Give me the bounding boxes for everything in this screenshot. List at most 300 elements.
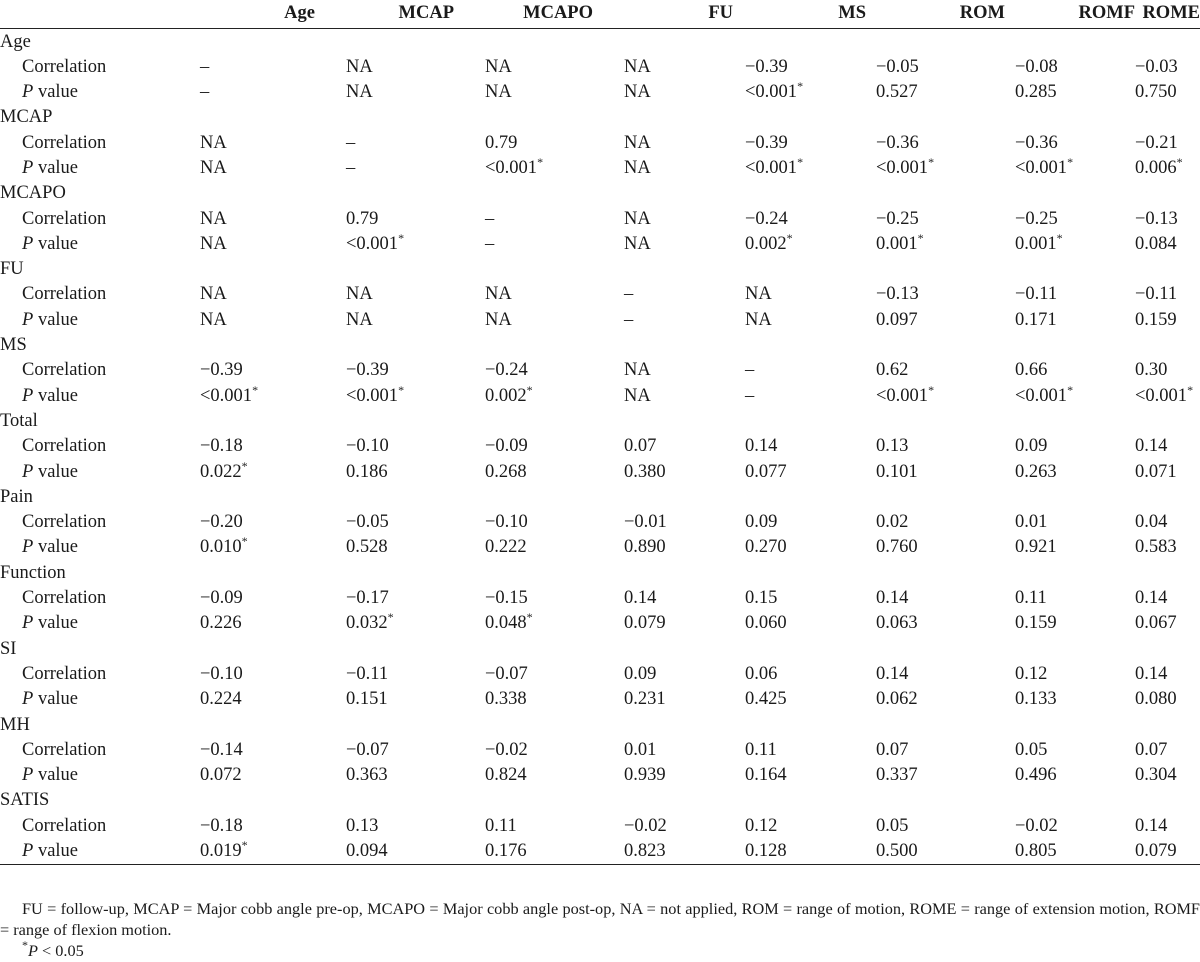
table-cell bbox=[168, 55, 315, 80]
cell-value: 0.338 bbox=[485, 689, 527, 710]
cell-value: 0.006* bbox=[1135, 154, 1183, 178]
table-cell bbox=[733, 308, 866, 333]
row-label-correlation: Correlation bbox=[22, 588, 107, 609]
significance-threshold: < 0.05 bbox=[37, 941, 84, 960]
table-cell bbox=[1135, 80, 1200, 105]
p-label-rest: value bbox=[33, 461, 78, 482]
cell-value: −0.07 bbox=[346, 739, 389, 760]
table-cell bbox=[1005, 662, 1135, 687]
cell-value: 0.527 bbox=[876, 82, 918, 103]
significance-mark: * bbox=[22, 938, 28, 952]
cell-value: NA bbox=[485, 82, 512, 103]
table-cell bbox=[593, 131, 733, 156]
cell-value: 0.079 bbox=[624, 613, 666, 634]
table-cell bbox=[168, 586, 315, 611]
cell-value: 0.094 bbox=[346, 841, 388, 861]
table-cell bbox=[1005, 308, 1135, 333]
row-label-correlation: Correlation bbox=[22, 663, 107, 684]
table-cell bbox=[315, 510, 454, 535]
table-cell bbox=[168, 814, 315, 839]
cell-value: – bbox=[624, 284, 634, 305]
table-cell bbox=[315, 434, 454, 459]
table-cell bbox=[168, 687, 315, 712]
table-row bbox=[0, 282, 1200, 307]
table-cell bbox=[1135, 434, 1200, 459]
table-cell bbox=[1135, 232, 1200, 257]
table-cell bbox=[1005, 207, 1135, 232]
table-row bbox=[0, 434, 1200, 459]
table-cell bbox=[1005, 232, 1135, 257]
cell-value: 0.07 bbox=[1135, 739, 1168, 760]
cell-value: 0.528 bbox=[346, 537, 388, 558]
cell-value: 0.010* bbox=[200, 534, 248, 558]
table-cell bbox=[168, 207, 315, 232]
header-row bbox=[0, 0, 1200, 28]
table-cell bbox=[1005, 586, 1135, 611]
cell-value: – bbox=[745, 385, 755, 406]
cell-value: 0.66 bbox=[1015, 360, 1048, 381]
table-cell bbox=[593, 586, 733, 611]
table-cell bbox=[733, 611, 866, 636]
table-cell bbox=[1005, 156, 1135, 181]
cell-value: 0.06 bbox=[745, 663, 778, 684]
cell-value: – bbox=[624, 309, 634, 330]
cell-value: <0.001* bbox=[876, 382, 935, 406]
table-cell bbox=[593, 611, 733, 636]
p-italic: P bbox=[22, 765, 34, 786]
table-cell bbox=[733, 207, 866, 232]
table-row bbox=[0, 55, 1200, 80]
p-italic: P bbox=[22, 537, 34, 558]
table-cell bbox=[168, 384, 315, 409]
table-cell bbox=[866, 738, 1005, 763]
table-cell bbox=[866, 358, 1005, 383]
cell-value: 0.14 bbox=[876, 663, 909, 684]
cell-value: −0.11 bbox=[1015, 284, 1058, 305]
cell-value: 0.425 bbox=[745, 689, 787, 710]
cell-value: 0.067 bbox=[1135, 613, 1177, 634]
table-cell bbox=[168, 131, 315, 156]
cell-value: −0.14 bbox=[200, 739, 243, 760]
table-cell bbox=[168, 308, 315, 333]
cell-value: 0.151 bbox=[346, 689, 388, 710]
cell-value: 0.062 bbox=[876, 689, 918, 710]
cell-value: NA bbox=[624, 233, 651, 254]
cell-value: – bbox=[485, 233, 495, 254]
cell-value: 0.14 bbox=[1135, 663, 1168, 684]
cell-value: −0.25 bbox=[876, 208, 919, 229]
cell-value: 0.14 bbox=[1135, 588, 1168, 609]
table-cell bbox=[593, 156, 733, 181]
cell-value: 0.14 bbox=[876, 588, 909, 609]
table-row bbox=[0, 232, 1200, 257]
table-cell bbox=[454, 207, 593, 232]
cell-value: −0.39 bbox=[200, 360, 243, 381]
cell-value: 0.921 bbox=[1015, 537, 1057, 558]
cell-value: −0.09 bbox=[200, 588, 243, 609]
cell-value: 0.09 bbox=[1015, 436, 1048, 457]
cell-value: 0.05 bbox=[876, 815, 909, 836]
row-label-correlation: Correlation bbox=[22, 512, 107, 533]
table-cell bbox=[866, 131, 1005, 156]
table-cell bbox=[1005, 282, 1135, 307]
table-cell bbox=[315, 687, 454, 712]
cell-value: −0.03 bbox=[1135, 56, 1178, 77]
p-label-rest: value bbox=[33, 309, 78, 330]
group-row bbox=[0, 333, 1200, 358]
table-cell bbox=[315, 662, 454, 687]
cell-value: NA bbox=[624, 56, 651, 77]
table-cell bbox=[1135, 535, 1200, 560]
table-cell bbox=[1005, 358, 1135, 383]
row-label-p-value bbox=[0, 687, 168, 712]
table-cell bbox=[593, 814, 733, 839]
row-label-correlation: Correlation bbox=[22, 360, 107, 381]
cell-value: −0.18 bbox=[200, 436, 243, 457]
cell-value: −0.18 bbox=[200, 815, 243, 836]
p-label-rest: value bbox=[33, 765, 78, 786]
table-cell bbox=[1005, 839, 1135, 865]
table-cell bbox=[315, 535, 454, 560]
cell-value: 0.500 bbox=[876, 841, 918, 861]
cell-value: 0.270 bbox=[745, 537, 787, 558]
table-cell bbox=[1005, 384, 1135, 409]
table-cell bbox=[733, 156, 866, 181]
header-cell-mcap: MCAP bbox=[315, 0, 454, 28]
group-row bbox=[0, 561, 1200, 586]
row-label-correlation: Correlation bbox=[22, 436, 107, 457]
table-cell bbox=[593, 207, 733, 232]
table-cell bbox=[315, 80, 454, 105]
table-cell bbox=[1135, 510, 1200, 535]
cell-value: −0.10 bbox=[200, 663, 243, 684]
p-italic: P bbox=[22, 157, 34, 178]
table-cell bbox=[866, 460, 1005, 485]
table-cell bbox=[454, 131, 593, 156]
table-cell bbox=[1005, 738, 1135, 763]
table-cell bbox=[733, 839, 866, 865]
group-label: MCAP bbox=[0, 107, 53, 128]
table-cell bbox=[593, 55, 733, 80]
table-footnotes bbox=[0, 898, 1200, 961]
table-cell bbox=[733, 662, 866, 687]
cell-value: 0.12 bbox=[1015, 663, 1048, 684]
table-row bbox=[0, 207, 1200, 232]
p-italic: P bbox=[22, 841, 34, 861]
cell-value: 0.13 bbox=[876, 436, 909, 457]
cell-value: 0.077 bbox=[745, 461, 787, 482]
cell-value: 0.060 bbox=[745, 613, 787, 634]
table-cell bbox=[454, 80, 593, 105]
table-cell bbox=[454, 611, 593, 636]
p-label-rest: value bbox=[33, 233, 78, 254]
cell-value: 0.09 bbox=[745, 512, 778, 533]
cell-value: −0.13 bbox=[876, 284, 919, 305]
cell-value: −0.39 bbox=[745, 132, 788, 153]
table-cell bbox=[1005, 611, 1135, 636]
cell-value: 0.063 bbox=[876, 613, 918, 634]
table-cell bbox=[315, 282, 454, 307]
table-cell bbox=[168, 156, 315, 181]
table-cell bbox=[1135, 282, 1200, 307]
cell-value: <0.001* bbox=[346, 382, 405, 406]
cell-value: <0.001* bbox=[485, 154, 544, 178]
cell-value: 0.13 bbox=[346, 815, 379, 836]
table-cell bbox=[733, 460, 866, 485]
table-cell bbox=[454, 156, 593, 181]
cell-value: 0.159 bbox=[1135, 309, 1177, 330]
group-row bbox=[0, 713, 1200, 738]
table-cell bbox=[1005, 460, 1135, 485]
header-cell-rom: ROM bbox=[866, 0, 1005, 28]
table-cell bbox=[866, 662, 1005, 687]
cell-value: 0.12 bbox=[745, 815, 778, 836]
table-cell bbox=[866, 207, 1005, 232]
cell-value: 0.019* bbox=[200, 838, 248, 861]
cell-value: NA bbox=[624, 208, 651, 229]
table-cell bbox=[593, 662, 733, 687]
table-cell bbox=[315, 384, 454, 409]
table-row bbox=[0, 156, 1200, 181]
cell-value: 0.022* bbox=[200, 458, 248, 482]
header-cell-romf: ROMF bbox=[1005, 0, 1135, 28]
table-cell bbox=[1135, 586, 1200, 611]
header-cell-empty bbox=[0, 0, 168, 28]
table-cell bbox=[315, 55, 454, 80]
table-row bbox=[0, 460, 1200, 485]
cell-value: −0.20 bbox=[200, 512, 243, 533]
cell-value: −0.01 bbox=[624, 512, 667, 533]
header-cell-rome: ROME bbox=[1135, 0, 1200, 28]
cell-value: NA bbox=[624, 132, 651, 153]
row-label-correlation: Correlation bbox=[22, 284, 107, 305]
table-cell bbox=[866, 384, 1005, 409]
table-cell bbox=[733, 814, 866, 839]
table-cell bbox=[454, 358, 593, 383]
table-cell bbox=[733, 384, 866, 409]
cell-value: <0.001* bbox=[745, 79, 804, 103]
table-cell bbox=[315, 232, 454, 257]
table-cell bbox=[733, 535, 866, 560]
group-row bbox=[0, 257, 1200, 282]
cell-value: – bbox=[200, 82, 210, 103]
table-cell bbox=[1135, 358, 1200, 383]
table-row bbox=[0, 687, 1200, 712]
table-cell bbox=[454, 55, 593, 80]
cell-value: −0.05 bbox=[346, 512, 389, 533]
table-cell bbox=[866, 308, 1005, 333]
cell-value: NA bbox=[200, 157, 227, 178]
row-label-p-value bbox=[0, 80, 168, 105]
p-label-rest: value bbox=[33, 537, 78, 558]
p-italic: P bbox=[22, 309, 34, 330]
cell-value: 0.224 bbox=[200, 689, 242, 710]
group-label: MH bbox=[0, 714, 30, 735]
cell-value: <0.001* bbox=[1015, 154, 1074, 178]
table-cell bbox=[593, 232, 733, 257]
table-cell bbox=[1005, 814, 1135, 839]
row-label-correlation: Correlation bbox=[22, 132, 107, 153]
cell-value: – bbox=[200, 56, 210, 77]
cell-value: 0.380 bbox=[624, 461, 666, 482]
cell-value: 0.101 bbox=[876, 461, 918, 482]
cell-value: 0.14 bbox=[745, 436, 778, 457]
group-label: Total bbox=[0, 410, 38, 431]
cell-value: 0.823 bbox=[624, 841, 666, 861]
table-cell bbox=[168, 510, 315, 535]
cell-value: NA bbox=[200, 132, 227, 153]
cell-value: −0.08 bbox=[1015, 56, 1058, 77]
table-cell bbox=[866, 687, 1005, 712]
table-cell bbox=[1135, 814, 1200, 839]
table-cell bbox=[315, 611, 454, 636]
cell-value: 0.79 bbox=[346, 208, 379, 229]
significance-p: P bbox=[28, 941, 38, 960]
table-cell bbox=[315, 738, 454, 763]
group-label: Age bbox=[0, 31, 31, 52]
table-cell bbox=[593, 687, 733, 712]
cell-value: NA bbox=[200, 309, 227, 330]
group-label: SATIS bbox=[0, 790, 50, 811]
abbreviation-footnote: FU = follow-up, MCAP = Major cobb angle pre-op, MCAPO = Major cobb angle post-op, NA = not applied, ROM = range of motion, ROME = range of extension motion, ROMF = range of flexion motion. bbox=[0, 899, 1200, 939]
row-label-correlation: Correlation bbox=[22, 208, 107, 229]
row-label-p-value bbox=[0, 535, 168, 560]
cell-value: 0.079 bbox=[1135, 841, 1177, 861]
header-cell-fu: FU bbox=[593, 0, 733, 28]
p-label-rest: value bbox=[33, 689, 78, 710]
table-cell bbox=[866, 839, 1005, 865]
table-cell bbox=[1135, 207, 1200, 232]
cell-value: <0.001* bbox=[745, 154, 804, 178]
table-cell bbox=[1135, 611, 1200, 636]
table-cell bbox=[1135, 55, 1200, 80]
cell-value: 0.890 bbox=[624, 537, 666, 558]
table-cell bbox=[168, 282, 315, 307]
table-cell bbox=[866, 611, 1005, 636]
cell-value: 0.760 bbox=[876, 537, 918, 558]
significance-footnote bbox=[0, 940, 1200, 961]
table-cell bbox=[733, 687, 866, 712]
cell-value: −0.05 bbox=[876, 56, 919, 77]
p-italic: P bbox=[22, 613, 34, 634]
table-cell bbox=[866, 55, 1005, 80]
cell-value: – bbox=[485, 208, 495, 229]
cell-value: 0.304 bbox=[1135, 765, 1177, 786]
table-cell bbox=[593, 282, 733, 307]
table-cell bbox=[866, 232, 1005, 257]
table-cell bbox=[593, 738, 733, 763]
group-row bbox=[0, 28, 1200, 55]
table-cell bbox=[315, 358, 454, 383]
cell-value: 0.939 bbox=[624, 765, 666, 786]
p-label-rest: value bbox=[33, 613, 78, 634]
cell-value: NA bbox=[624, 82, 651, 103]
table-cell bbox=[454, 282, 593, 307]
table-row bbox=[0, 308, 1200, 333]
row-label-p-value bbox=[0, 384, 168, 409]
cell-value: −0.25 bbox=[1015, 208, 1058, 229]
table-cell bbox=[1005, 131, 1135, 156]
cell-value: 0.496 bbox=[1015, 765, 1057, 786]
cell-value: −0.39 bbox=[745, 56, 788, 77]
cell-value: 0.14 bbox=[1135, 436, 1168, 457]
cell-value: <0.001* bbox=[346, 230, 405, 254]
table-cell bbox=[593, 80, 733, 105]
table-row bbox=[0, 839, 1200, 865]
table-cell bbox=[593, 460, 733, 485]
p-italic: P bbox=[22, 385, 34, 406]
table-cell bbox=[454, 763, 593, 788]
table-cell bbox=[1005, 434, 1135, 459]
cell-value: NA bbox=[745, 284, 772, 305]
cell-value: 0.01 bbox=[624, 739, 657, 760]
cell-value: 0.071 bbox=[1135, 461, 1177, 482]
group-label: Pain bbox=[0, 486, 33, 507]
table-cell bbox=[454, 687, 593, 712]
group-row bbox=[0, 637, 1200, 662]
cell-value: −0.07 bbox=[485, 663, 528, 684]
table-cell bbox=[168, 460, 315, 485]
group-label: FU bbox=[0, 259, 24, 280]
cell-value: 0.15 bbox=[745, 588, 778, 609]
group-row bbox=[0, 485, 1200, 510]
cell-value: 0.11 bbox=[485, 815, 517, 836]
row-label-p-value bbox=[0, 460, 168, 485]
cell-value: 0.824 bbox=[485, 765, 527, 786]
cell-value: NA bbox=[485, 309, 512, 330]
table-cell bbox=[168, 358, 315, 383]
cell-value: <0.001* bbox=[200, 382, 259, 406]
cell-value: −0.11 bbox=[1135, 284, 1178, 305]
table-cell bbox=[733, 434, 866, 459]
table-cell bbox=[733, 358, 866, 383]
table-cell bbox=[1135, 763, 1200, 788]
table-cell bbox=[168, 232, 315, 257]
table-cell bbox=[454, 384, 593, 409]
cell-value: 0.080 bbox=[1135, 689, 1177, 710]
cell-value: −0.39 bbox=[346, 360, 389, 381]
cell-value: <0.001* bbox=[876, 154, 935, 178]
cell-value: NA bbox=[346, 56, 373, 77]
cell-value: 0.002* bbox=[745, 230, 793, 254]
cell-value: 0.231 bbox=[624, 689, 666, 710]
cell-value: −0.36 bbox=[876, 132, 919, 153]
row-label-correlation: Correlation bbox=[22, 739, 107, 760]
cell-value: 0.001* bbox=[1015, 230, 1063, 254]
cell-value: NA bbox=[200, 208, 227, 229]
table-cell bbox=[454, 460, 593, 485]
table-row bbox=[0, 131, 1200, 156]
table-cell bbox=[1135, 687, 1200, 712]
table-cell bbox=[315, 586, 454, 611]
cell-value: <0.001* bbox=[1015, 382, 1074, 406]
cell-value: NA bbox=[624, 360, 651, 381]
p-italic: P bbox=[22, 461, 34, 482]
cell-value: – bbox=[346, 157, 356, 178]
cell-value: 0.07 bbox=[876, 739, 909, 760]
table-row bbox=[0, 763, 1200, 788]
cell-value: −0.10 bbox=[485, 512, 528, 533]
cell-value: – bbox=[346, 132, 356, 153]
cell-value: 0.14 bbox=[624, 588, 657, 609]
cell-value: −0.36 bbox=[1015, 132, 1058, 153]
cell-value: 0.263 bbox=[1015, 461, 1057, 482]
table-cell bbox=[866, 586, 1005, 611]
table-cell bbox=[454, 535, 593, 560]
table-cell bbox=[1005, 55, 1135, 80]
table-cell bbox=[454, 232, 593, 257]
cell-value: 0.084 bbox=[1135, 233, 1177, 254]
